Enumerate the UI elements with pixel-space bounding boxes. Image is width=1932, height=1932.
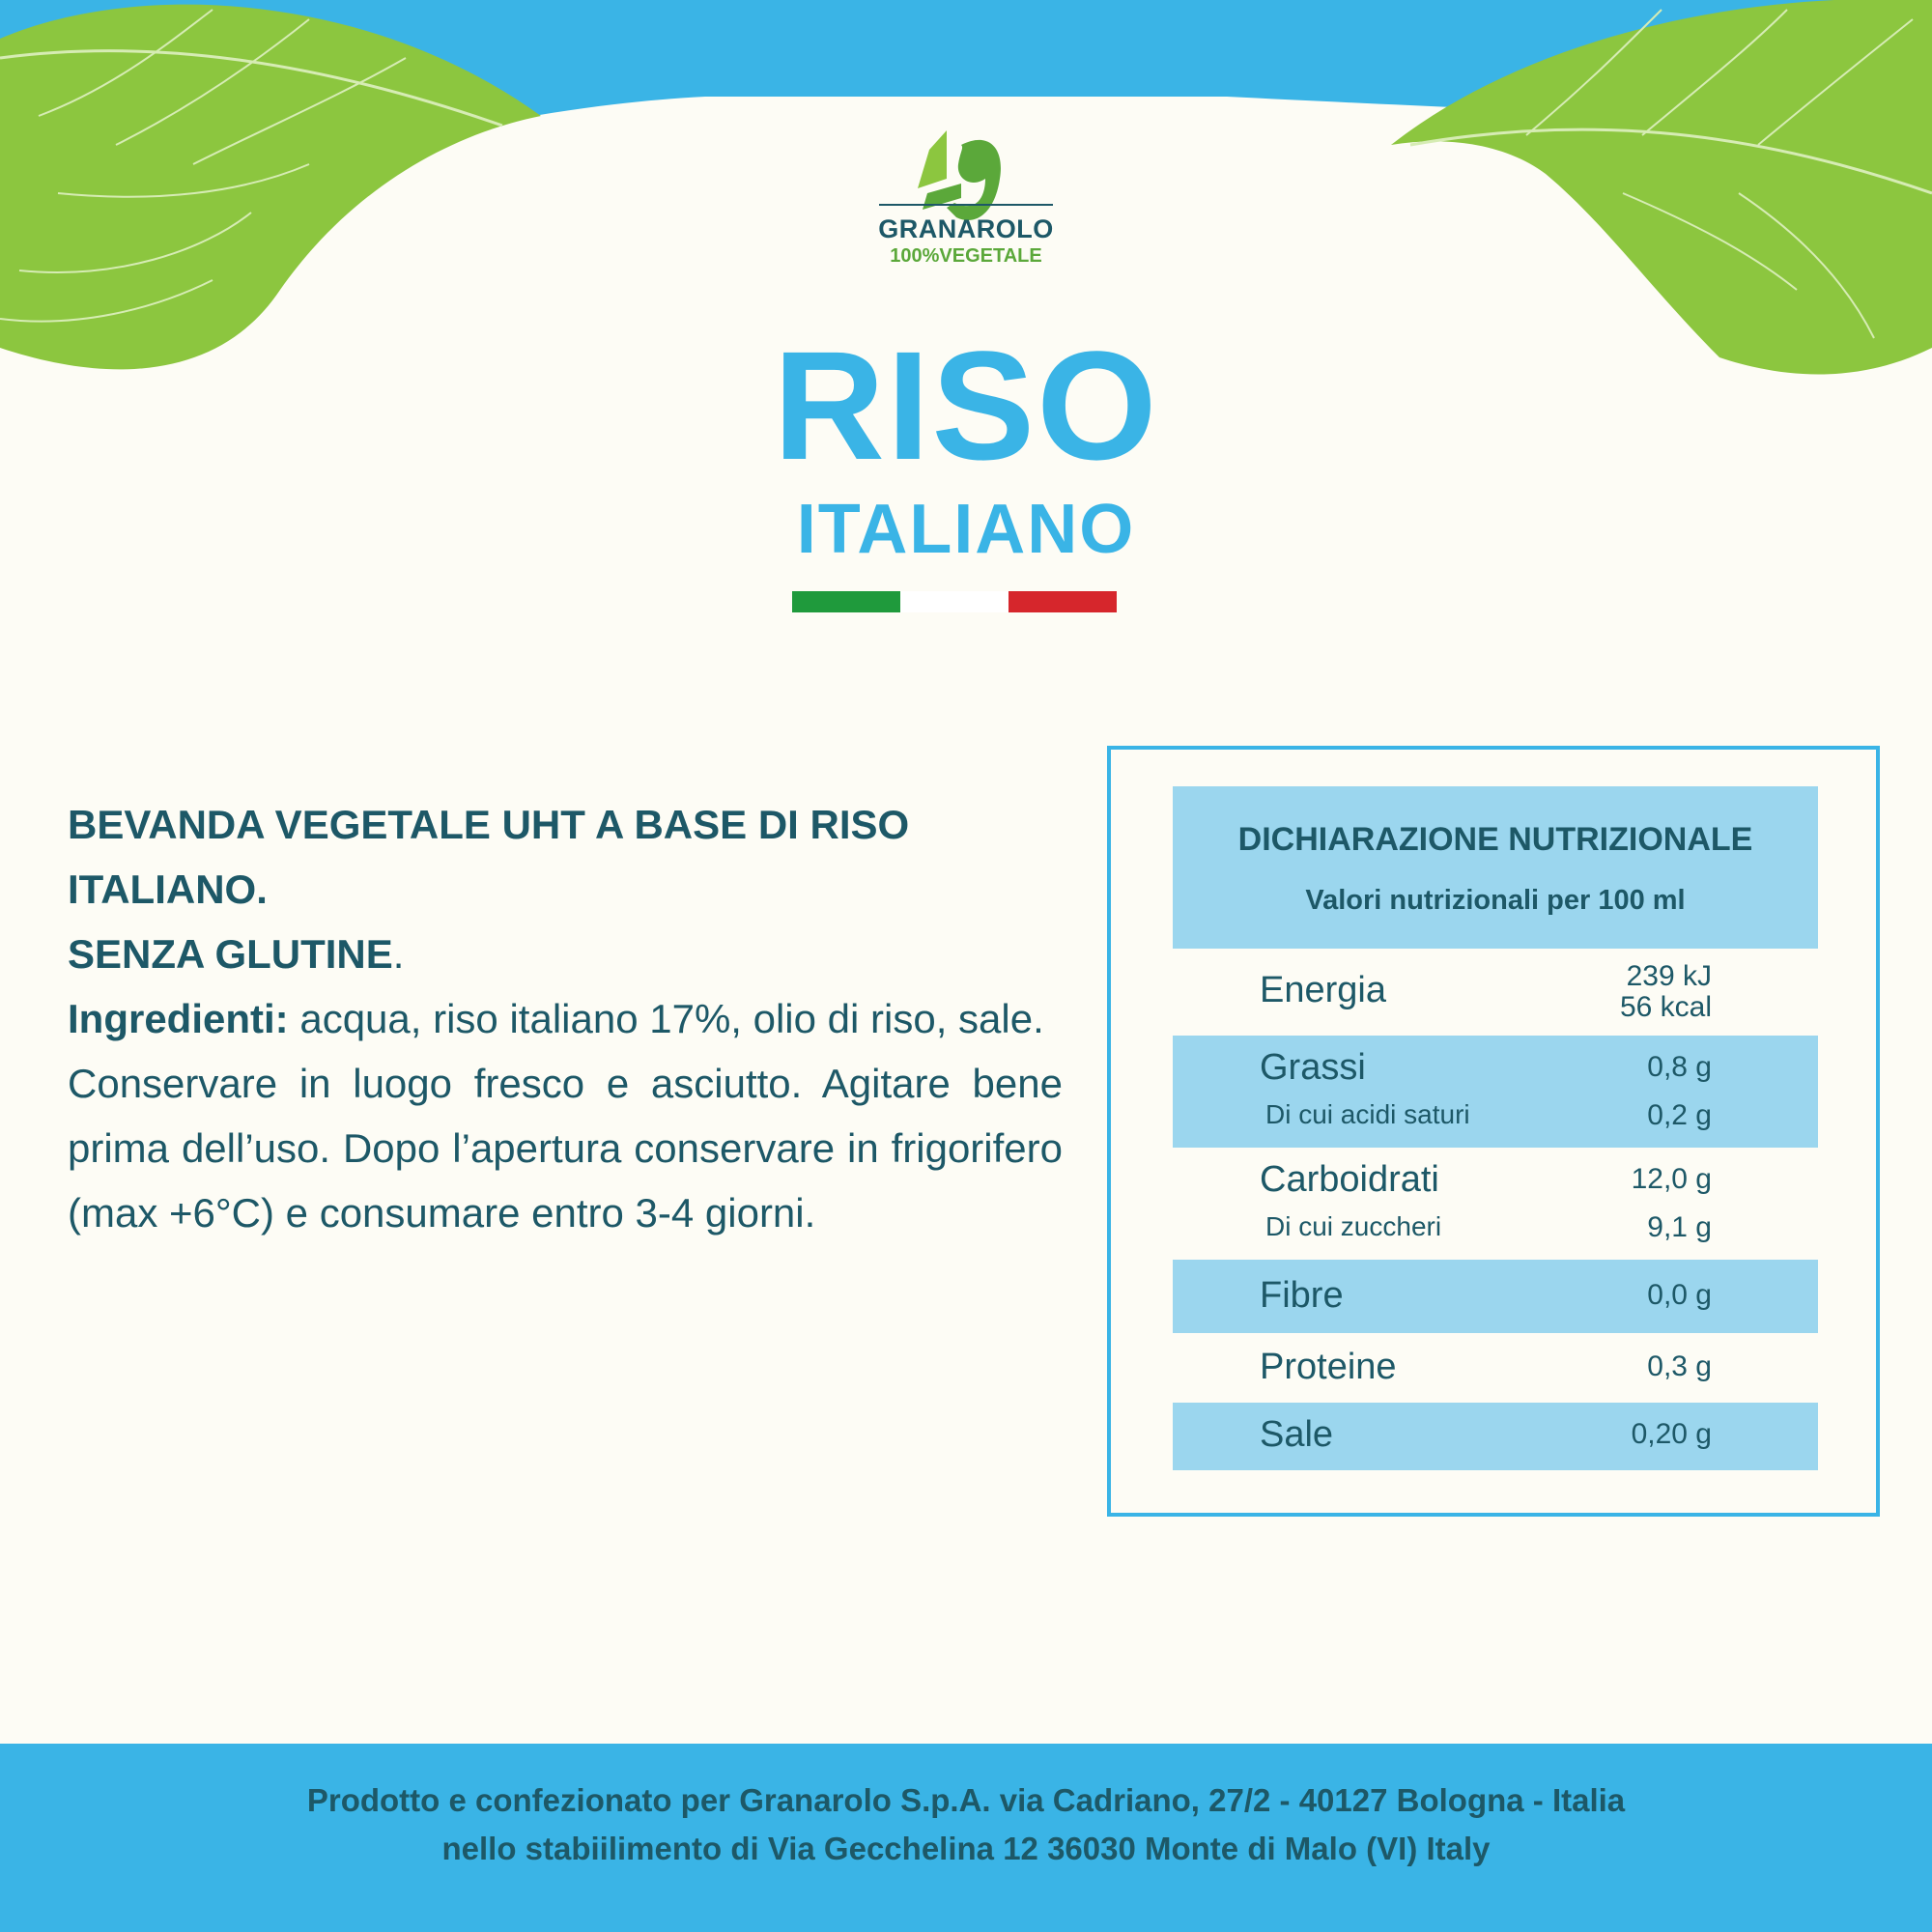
row-carboidrati — [1173, 1148, 1818, 1260]
footer-line2: nello stabiilimento di Via Gecchelina 12 36030 Monte di Malo (VI) Italy — [441, 1831, 1491, 1866]
label-zuccheri: Di cui zuccheri — [1265, 1211, 1442, 1241]
row-sale — [1173, 1403, 1818, 1470]
footer — [0, 1744, 1932, 1932]
description-line2: SENZA GLUTINE — [68, 931, 393, 977]
nutrition-title: DICHIARAZIONE NUTRIZIONALE — [1237, 821, 1753, 858]
value-zuccheri: 9,1 g — [1647, 1211, 1712, 1243]
nutrition-table — [1107, 746, 1880, 1517]
footer-line1: Prodotto e confezionato per Granarolo S.p.A. via Cadriano, 27/2 - 40127 Bologna - Italia — [306, 1782, 1626, 1818]
flag-red-bar — [1009, 591, 1117, 612]
value-sale: 0,20 g — [1631, 1418, 1712, 1450]
brand-tagline: 100%VEGETALE — [890, 245, 1042, 267]
description-line1: BEVANDA VEGETALE UHT A BASE DI RISO ITALIANO. — [68, 802, 910, 912]
storage-instructions: Conservare in luogo fresco e asciutto. Agitare bene prima dell’uso. Dopo l’apertura conservare in frigorifero (max +6°C) e consumare entro 3-4 giorni. — [68, 1061, 1063, 1236]
nutrition-subtitle: Valori nutrizionali per 100 ml — [1305, 885, 1686, 916]
value-carboidrati: 12,0 g — [1631, 1163, 1712, 1195]
label-sale: Sale — [1260, 1414, 1334, 1455]
description-line2-dot: . — [392, 931, 405, 977]
label-proteine: Proteine — [1260, 1347, 1397, 1387]
product-description — [68, 792, 1063, 1245]
row-proteine — [1173, 1333, 1818, 1403]
left-leaf-icon — [0, 0, 599, 386]
label-fibre: Fibre — [1260, 1275, 1344, 1316]
value-energia-kcal: 56 kcal — [1619, 991, 1712, 1023]
label-carboidrati: Carboidrati — [1260, 1159, 1439, 1200]
right-leaf-icon — [1333, 0, 1932, 386]
value-grassi: 0,8 g — [1647, 1051, 1712, 1083]
brand-name: GRANAROLO — [878, 214, 1054, 243]
row-fibre — [1173, 1260, 1818, 1333]
ingredients-text: acqua, riso italiano 17%, olio di riso, sale. — [288, 996, 1044, 1041]
label-energia: Energia — [1260, 970, 1386, 1010]
value-energia-kj: 239 kJ — [1626, 960, 1712, 992]
flag-green-bar — [792, 591, 900, 612]
label-grassi: Grassi — [1260, 1047, 1366, 1088]
value-acidi-saturi: 0,2 g — [1647, 1099, 1712, 1131]
row-energia — [1173, 949, 1818, 1036]
row-grassi — [1173, 1036, 1818, 1148]
ingredients-label: Ingredienti: — [68, 996, 289, 1041]
value-proteine: 0,3 g — [1647, 1350, 1712, 1382]
nutrition-header — [1173, 786, 1818, 949]
product-subtitle: ITALIANO — [796, 491, 1136, 568]
flag-white-bar — [900, 591, 1009, 612]
value-fibre: 0,0 g — [1647, 1279, 1712, 1311]
product-title: RISO — [773, 319, 1159, 492]
label-acidi-saturi: Di cui acidi saturi — [1265, 1099, 1470, 1129]
